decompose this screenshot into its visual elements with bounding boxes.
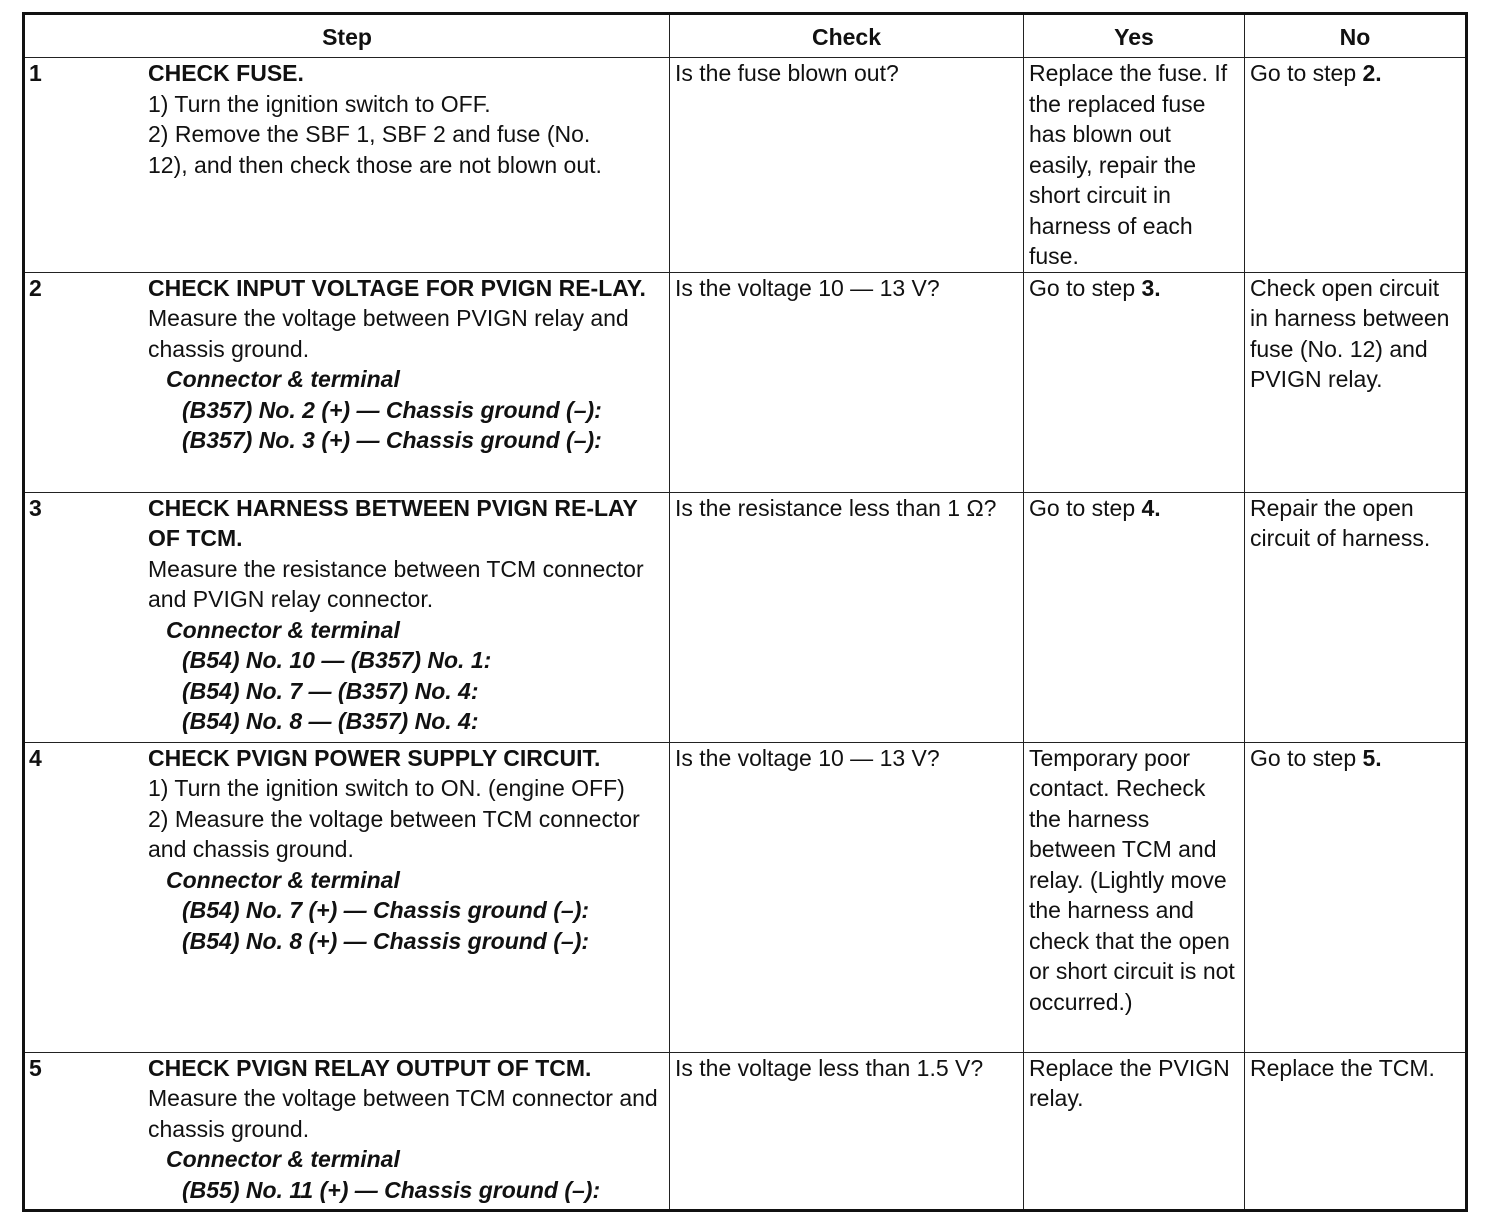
check-cell: Is the voltage less than 1.5 V? [670,1052,1024,1210]
check-cell: Is the voltage 10 — 13 V? [670,742,1024,1052]
step-instruction: Measure the voltage between PVIGN relay and chassis ground. [148,305,629,362]
connector-heading: Connector & terminal [166,366,400,392]
connector-terminal: (B357) No. 2 (+) — Chassis ground (–): [182,396,602,423]
header-check: Check [670,14,1024,58]
table-row [24,742,1467,1052]
yes-cell [1024,58,1245,273]
yes-text: Replace the PVIGN relay. [1029,1054,1230,1111]
no-text: Check open circuit in harness between fuse (No. 12) and PVIGN relay. [1250,274,1450,392]
step-content [148,273,663,456]
connector-terminal: (B54) No. 8 (+) — Chassis ground (–): [182,927,590,954]
yes-cell [1024,492,1245,742]
step-instruction: 12), and then check those are not blown out. [148,151,602,178]
no-text: Repair the open circuit of harness. [1250,494,1431,551]
no-text: Replace the TCM. [1250,1054,1435,1081]
header-yes: Yes [1024,14,1245,58]
step-cell [24,58,670,273]
no-cell [1245,492,1467,742]
connector-terminal: (B357) No. 3 (+) — Chassis ground (–): [182,427,602,453]
step-cell [24,272,670,492]
table-row [24,1052,1467,1210]
step-content [148,743,663,957]
yes-step-ref: 4. [1141,494,1161,521]
no-cell [1245,272,1467,492]
header-no: No [1245,14,1467,58]
no-cell [1245,58,1467,273]
header-row [24,14,1467,58]
step-title: CHECK INPUT VOLTAGE FOR PVIGN RE-LAY. [148,274,646,301]
connector-heading: Connector & terminal [166,866,400,893]
connector-terminal: (B54) No. 7 — (B357) No. 4: [182,677,479,704]
connector-terminal: (B54) No. 8 — (B357) No. 4: [182,708,479,734]
no-step-ref: 5. [1362,744,1382,771]
connector-terminal: (B54) No. 10 — (B357) No. 1: [182,647,492,673]
yes-cell [1024,742,1245,1052]
no-cell [1245,742,1467,1052]
step-title: CHECK PVIGN RELAY OUTPUT OF TCM. [148,1054,592,1081]
yes-text: Replace the fuse. If the replaced fuse has blown out easily, repair the short circuit in harness of each fuse. [1029,60,1228,269]
no-step-ref: 2. [1362,60,1382,86]
no-text: Go to step [1250,744,1363,771]
step-instruction: 1) Turn the ignition switch to OFF. [148,90,491,117]
header-step: Step [24,14,670,58]
check-cell: Is the resistance less than 1 Ω? [670,492,1024,742]
step-instruction: Measure the voltage between TCM connector and chassis ground. [148,1085,658,1142]
diagnostic-table [22,12,1468,1212]
step-content [148,58,663,180]
check-cell: Is the voltage 10 — 13 V? [670,272,1024,492]
step-title: CHECK HARNESS BETWEEN PVIGN RE-LAY OF TCM. [148,494,638,551]
yes-cell [1024,272,1245,492]
step-content [148,1053,663,1206]
connector-terminal: (B55) No. 11 (+) — Chassis ground (–): [182,1176,601,1203]
no-text: Go to step [1250,60,1363,86]
step-cell [24,742,670,1052]
connector-heading: Connector & terminal [166,1146,400,1172]
step-title: CHECK PVIGN POWER SUPPLY CIRCUIT. [148,744,601,771]
step-instruction: Measure the resistance between TCM connector and PVIGN relay connector. [148,555,644,612]
table-row [24,492,1467,742]
connector-heading: Connector & terminal [166,616,400,643]
step-number: 1 [29,60,42,86]
yes-step-ref: 3. [1141,274,1161,301]
no-cell [1245,1052,1467,1210]
step-cell [24,1052,670,1210]
step-content [148,493,663,737]
check-cell: Is the fuse blown out? [670,58,1024,273]
step-number: 3 [29,494,42,521]
step-cell [24,492,670,742]
step-number: 4 [29,744,42,771]
yes-text: Go to step [1029,274,1142,301]
step-instruction: 2) Measure the voltage between TCM connector and chassis ground. [148,805,640,862]
step-instruction: 2) Remove the SBF 1, SBF 2 and fuse (No. [148,121,591,147]
yes-text: Go to step [1029,494,1142,521]
step-number: 2 [29,274,42,301]
connector-terminal: (B54) No. 7 (+) — Chassis ground (–): [182,897,590,923]
yes-cell [1024,1052,1245,1210]
step-title: CHECK FUSE. [148,60,304,86]
table-row [24,58,1467,273]
step-number: 5 [29,1054,42,1081]
table-row [24,272,1467,492]
yes-text: Temporary poor contact. Recheck the harness between TCM and relay. (Lightly move the harness and check that the open or short circuit is not occurred.) [1029,744,1235,1015]
step-instruction: 1) Turn the ignition switch to ON. (engine OFF) [148,775,625,801]
